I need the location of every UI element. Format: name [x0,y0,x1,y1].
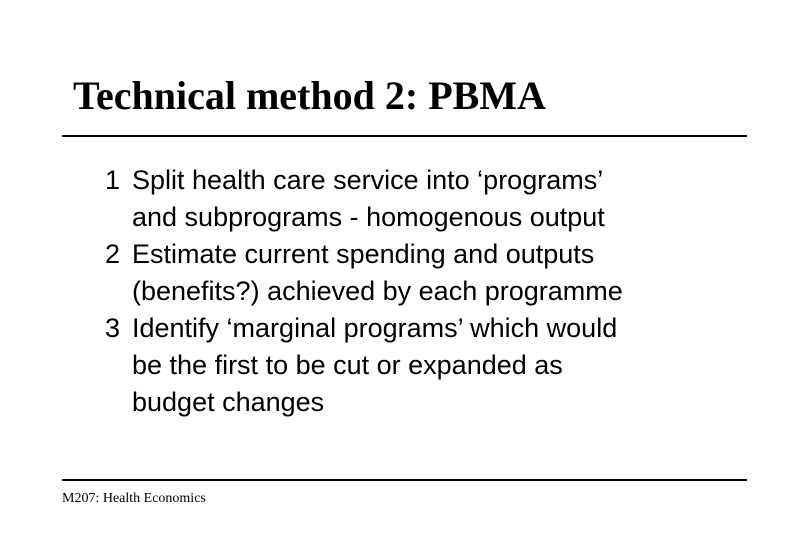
step-text-line: be the first to be cut or expanded as [132,350,563,380]
step-text-line: Split health care service into ‘programs’ [132,165,604,195]
step-text-line: Identify ‘marginal programs’ which would [132,313,618,343]
step-number: 3 [105,313,121,343]
footer-divider [62,479,747,481]
step-text-line: and subprograms - homogenous output [132,202,605,232]
step-text-line: budget changes [132,387,325,417]
list-item [105,236,623,310]
step-number: 1 [105,165,121,195]
step-number: 2 [105,239,121,269]
step-list [105,162,623,421]
list-item [105,310,623,421]
slide-title: Technical method 2: PBMA [73,73,546,118]
list-item [105,162,623,236]
step-text [132,162,605,236]
footer-text: M207: Health Economics [62,491,206,506]
step-text [132,236,623,310]
step-text-line: Estimate current spending and outputs [132,239,595,269]
step-text-line: (benefits?) achieved by each programme [132,276,623,306]
step-text [132,310,617,421]
title-divider [62,135,747,137]
